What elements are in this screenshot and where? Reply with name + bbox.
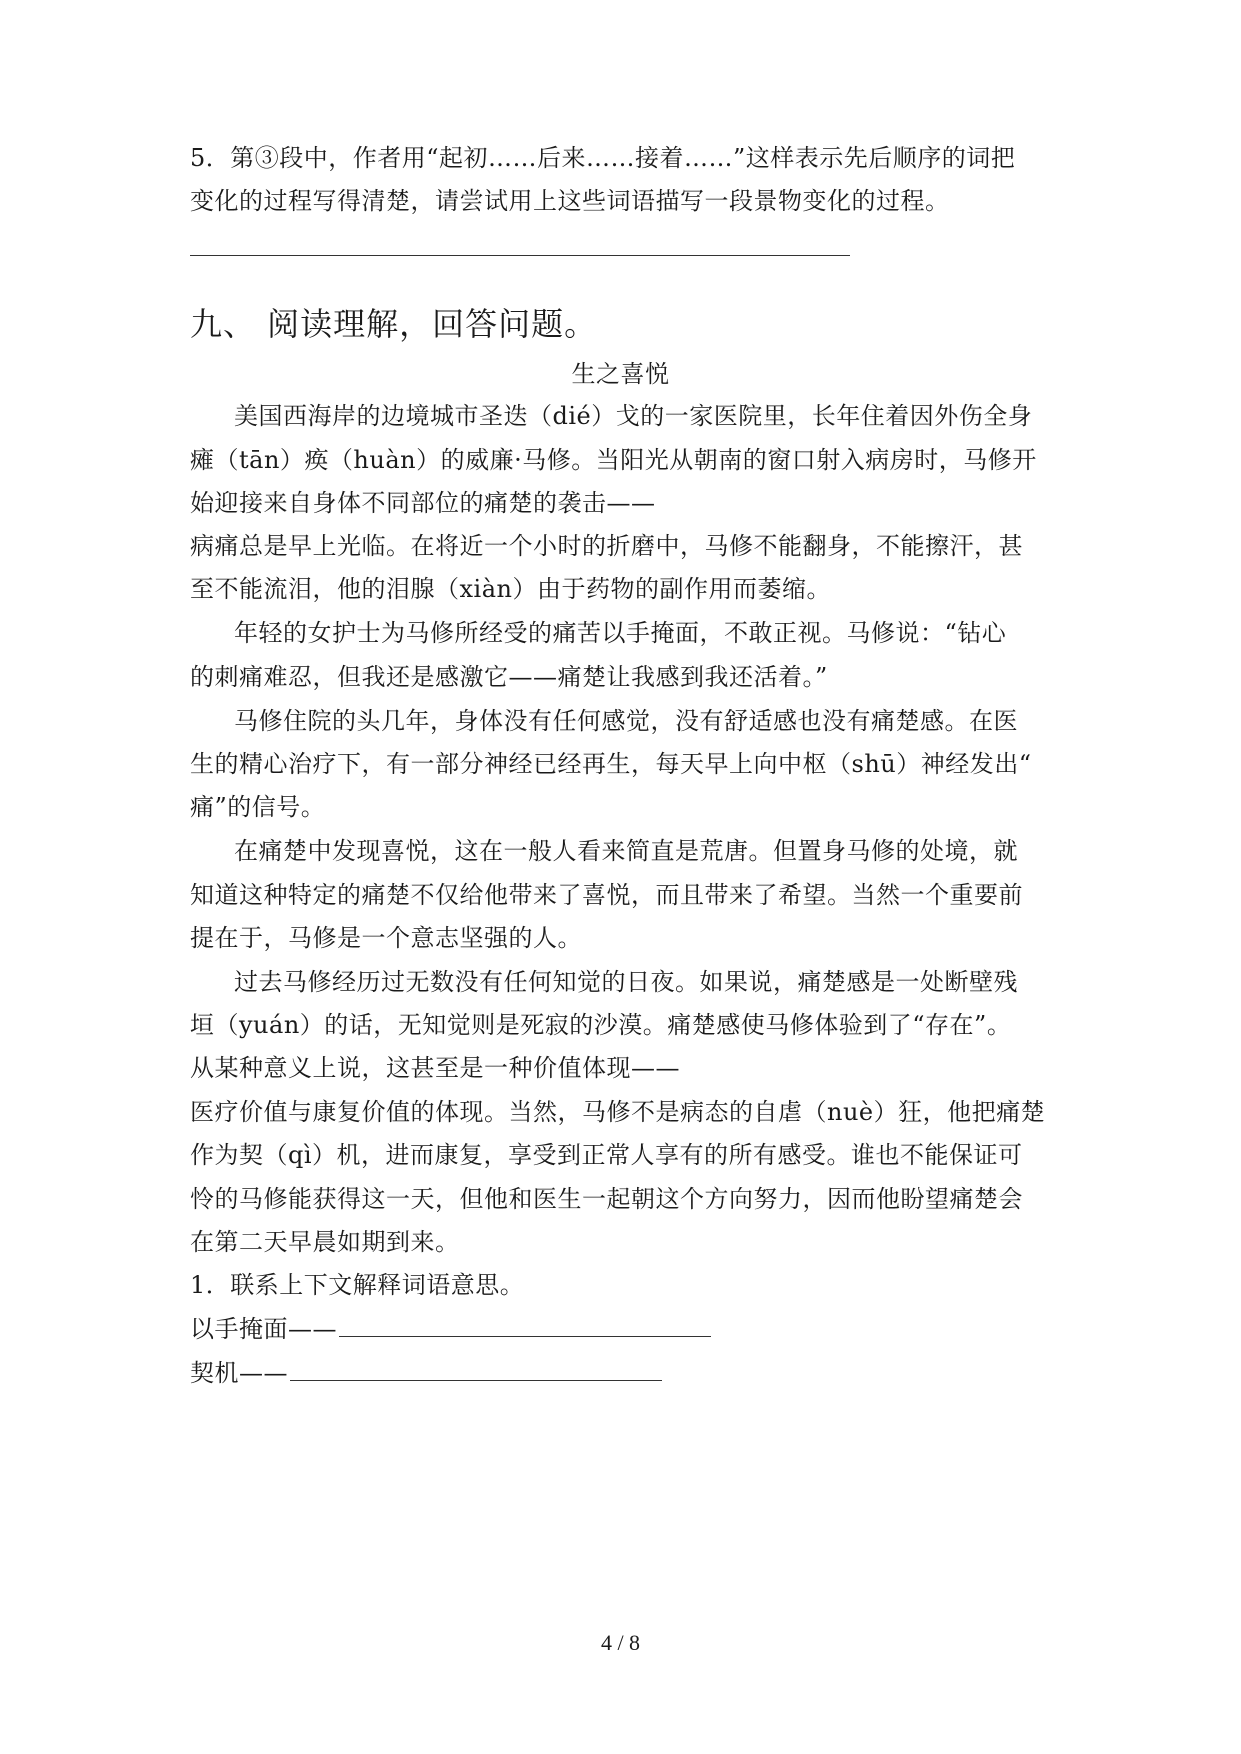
article-line: 提在于，马修是一个意志坚强的人。 bbox=[190, 924, 582, 952]
answer-line-term-1[interactable] bbox=[339, 1335, 711, 1337]
article-line: 从某种意义上说，这甚至是一种价值体现—— bbox=[190, 1054, 680, 1082]
page-number: 4 / 8 bbox=[600, 1630, 641, 1655]
term-label: 契机—— bbox=[190, 1359, 288, 1387]
article-line: 作为契（qì）机，进而康复，享受到正常人享有的所有感受。谁也不能保证可 bbox=[190, 1141, 1023, 1169]
answer-line-term-2[interactable] bbox=[290, 1379, 662, 1381]
article-line: 知道这种特定的痛楚不仅给他带来了喜悦，而且带来了希望。当然一个重要前 bbox=[190, 881, 1023, 909]
article-line: 始迎接来自身体不同部位的痛楚的袭击—— bbox=[190, 489, 656, 517]
question-1-item-2 bbox=[190, 1357, 1070, 1389]
article-line: 年轻的女护士为马修所经受的痛苦以手掩面，不敢正视。马修说：“钻心 bbox=[234, 619, 1007, 647]
article-line: 马修住院的头几年，身体没有任何感觉，没有舒适感也没有痛楚感。在医 bbox=[234, 707, 1018, 735]
section-heading: 九、 阅读理解，回答问题。 bbox=[190, 305, 598, 343]
article-line: 在第二天早晨如期到来。 bbox=[190, 1228, 460, 1256]
term-label: 以手掩面—— bbox=[190, 1315, 337, 1343]
question-1-item-1 bbox=[190, 1313, 1070, 1345]
article-line: 的刺痛难忍，但我还是感激它——痛楚让我感到我还活着。” bbox=[190, 663, 828, 691]
question-1-prompt: 1．联系上下文解释词语意思。 bbox=[190, 1271, 525, 1299]
article-line: 生的精心治疗下，有一部分神经已经再生，每天早上向中枢（shū）神经发出“ bbox=[190, 750, 1032, 778]
article-line: 美国西海岸的边境城市圣迭（dié）戈的一家医院里，长年住着因外伤全身 bbox=[234, 402, 1033, 430]
article-line: 怜的马修能获得这一天，但他和医生一起朝这个方向努力，因而他盼望痛楚会 bbox=[190, 1185, 1023, 1213]
article-line: 病痛总是早上光临。在将近一个小时的折磨中，马修不能翻身，不能擦汗，甚 bbox=[190, 532, 1023, 560]
answer-line-q5[interactable] bbox=[190, 255, 850, 256]
article-line: 过去马修经历过无数没有任何知觉的日夜。如果说，痛楚感是一处断壁残 bbox=[234, 968, 1018, 996]
article-title: 生之喜悦 bbox=[571, 360, 670, 388]
article-line: 医疗价值与康复价值的体现。当然，马修不是病态的自虐（nuè）狂，他把痛楚 bbox=[190, 1098, 1046, 1126]
article-line: 瘫（tān）痪（huàn）的威廉·马修。当阳光从朝南的窗口射入病房时，马修开 bbox=[190, 446, 1037, 474]
article-line: 在痛楚中发现喜悦，这在一般人看来简直是荒唐。但置身马修的处境，就 bbox=[234, 837, 1018, 865]
article-line: 至不能流泪，他的泪腺（xiàn）由于药物的副作用而萎缩。 bbox=[190, 575, 831, 603]
article-line: 痛”的信号。 bbox=[190, 793, 326, 821]
article-line: 垣（yuán）的话，无知觉则是死寂的沙漠。痛楚感使马修体验到了“存在”。 bbox=[190, 1011, 1012, 1039]
question-5-line-1: 5．第③段中，作者用“起初……后来……接着……”这样表示先后顺序的词把 bbox=[190, 144, 1016, 172]
question-5-line-2: 变化的过程写得清楚，请尝试用上这些词语描写一段景物变化的过程。 bbox=[190, 187, 950, 215]
